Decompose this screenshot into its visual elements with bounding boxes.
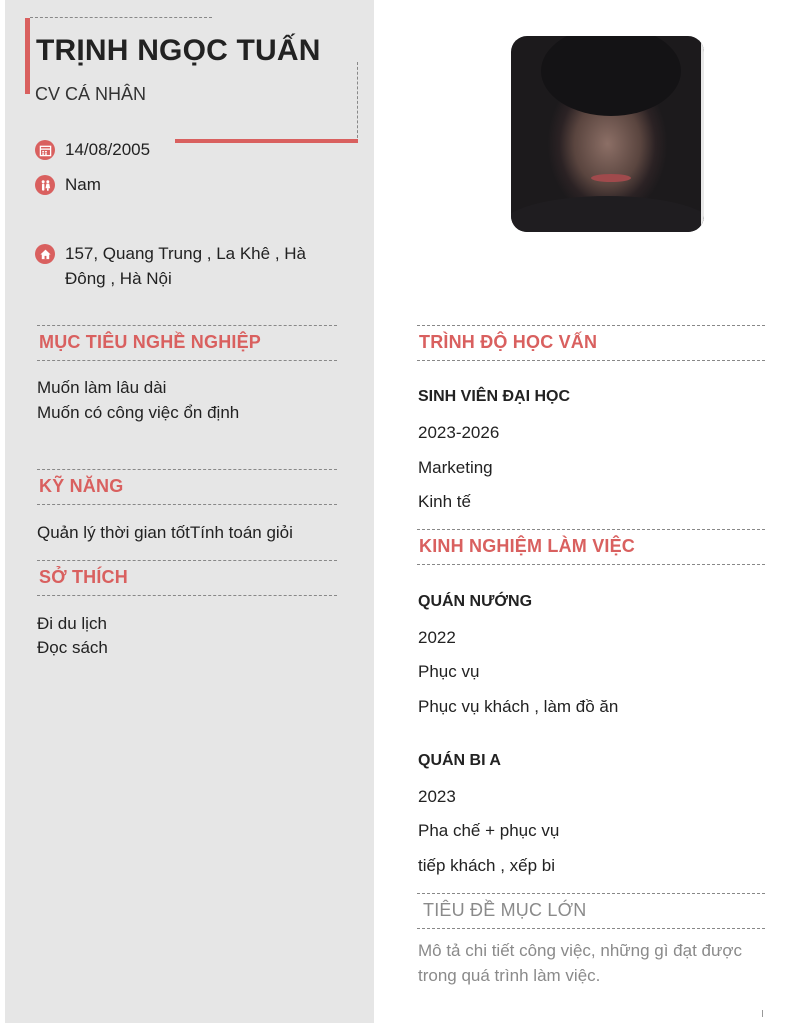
objective-line: Muốn làm lâu dài [37, 378, 167, 397]
experience-desc: tiếp khách , xếp bi [418, 856, 556, 875]
experience-year: 2023 [418, 787, 456, 806]
experience-role: Phục vụ [418, 662, 480, 681]
header-right-divider [357, 62, 358, 138]
gender-row [35, 175, 101, 197]
profile-photo [511, 36, 704, 232]
skills-heading [37, 469, 337, 505]
address-text: 157, Quang Trung , La Khê , Hà Đông , Hà Nội [65, 244, 306, 288]
hobby-line: Đọc sách [37, 638, 108, 657]
experience-company: QUÁN NƯỚNG [418, 593, 533, 610]
extra-desc: Mô tả chi tiết công việc, những gì đạt được trong quá trình làm việc. [418, 941, 743, 985]
candidate-name: TRỊNH NGỌC TUẤN [36, 34, 321, 67]
name-accent-bar [25, 18, 30, 94]
education-period: 2023-2026 [418, 423, 500, 442]
dob-text: 14/08/2005 [65, 140, 151, 159]
education-title: TRÌNH ĐỘ HỌC VẤN [419, 332, 598, 352]
gender-icon [35, 175, 55, 195]
education-major: Marketing [418, 458, 493, 477]
objective-heading [37, 325, 337, 361]
hobbies-heading [37, 560, 337, 596]
gender-text: Nam [65, 175, 101, 194]
extra-heading [417, 893, 765, 929]
experience-heading [417, 529, 765, 565]
experience-title: KINH NGHIỆM LÀM VIỆC [419, 536, 636, 556]
education-field: Kinh tế [418, 492, 471, 511]
home-icon [35, 244, 55, 264]
skills-title: KỸ NĂNG [39, 476, 124, 496]
hobbies-title: SỞ THÍCH [39, 567, 128, 587]
education-school: SINH VIÊN ĐẠI HỌC [418, 388, 571, 405]
objective-title: MỤC TIÊU NGHỀ NGHIỆP [39, 332, 262, 352]
header-top-divider [30, 17, 212, 18]
calendar-icon [35, 140, 55, 160]
education-heading [417, 325, 765, 361]
experience-desc: Phục vụ khách , làm đồ ăn [418, 697, 619, 716]
hobby-line: Đi du lịch [37, 614, 107, 633]
address-row [35, 244, 325, 291]
cv-subtitle: CV CÁ NHÂN [35, 84, 147, 104]
page-marker [762, 1010, 763, 1017]
header-accent-line [175, 139, 358, 143]
experience-role: Pha chế + phục vụ [418, 821, 560, 840]
experience-year: 2022 [418, 628, 456, 647]
skills-text: Quản lý thời gian tốtTính toán giỏi [37, 523, 293, 542]
experience-company: QUÁN BI A [418, 752, 501, 769]
dob-row [35, 140, 150, 162]
objective-line: Muốn có công việc ổn định [37, 403, 240, 422]
extra-title: TIÊU ĐỀ MỤC LỚN [423, 900, 587, 920]
